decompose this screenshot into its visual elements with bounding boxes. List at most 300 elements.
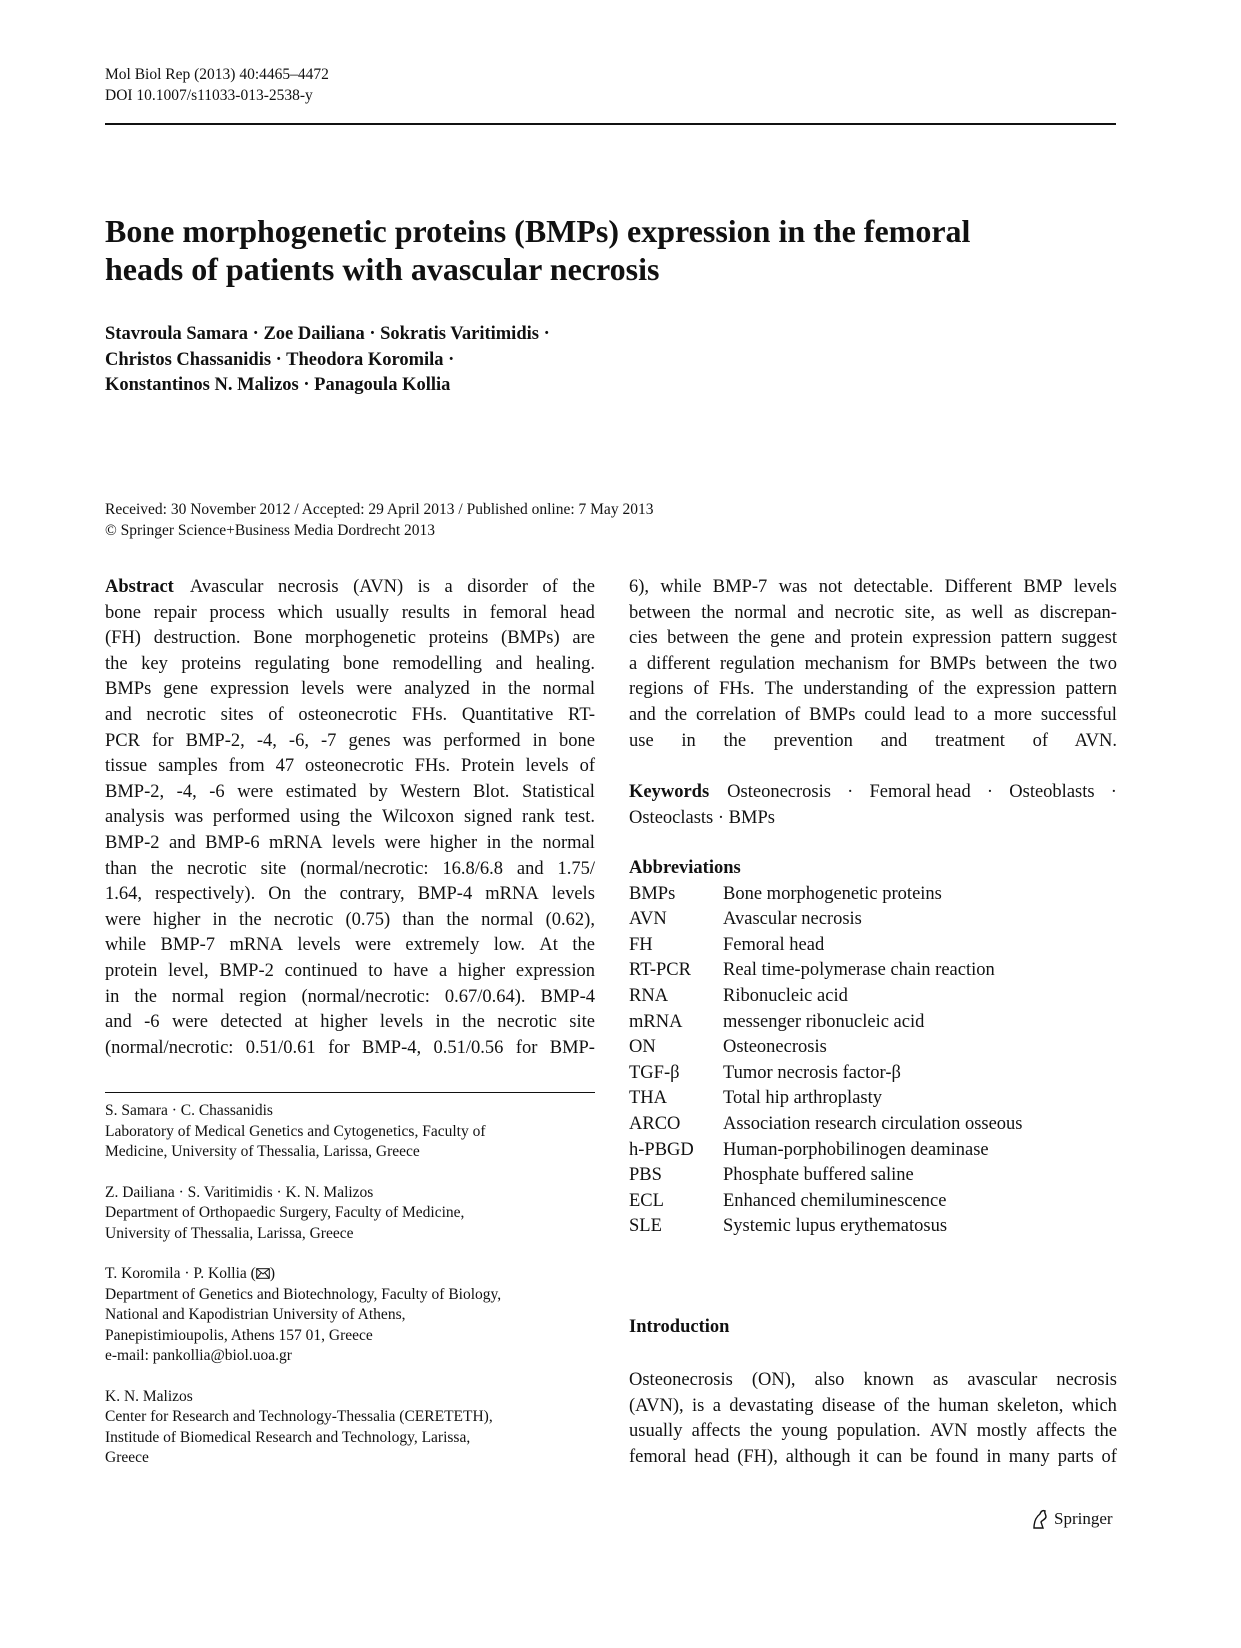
word: gene: [770, 628, 806, 649]
word: while: [105, 935, 147, 956]
word: found: [935, 1446, 979, 1467]
abbreviation: RNA: [629, 985, 669, 1006]
word: destruction.: [153, 628, 241, 649]
word: 0.51/0.56: [433, 1037, 504, 1058]
word: level,: [168, 960, 209, 981]
word: in: [212, 909, 227, 930]
word: PCR: [105, 730, 140, 751]
word: were: [354, 935, 391, 956]
word: AVN: [929, 1421, 968, 1442]
abbreviations-list: [629, 882, 1117, 1240]
abbreviation-row: [629, 882, 1117, 908]
word: expression: [210, 679, 290, 700]
affiliation-line[interactable]: e-mail: pankollia@biol.uoa.gr: [105, 1347, 292, 1364]
abbreviation-row: [629, 1214, 1117, 1240]
word: a: [629, 653, 638, 674]
word: morphogenetic: [305, 628, 416, 649]
word: respectively).: [155, 884, 256, 905]
word: the: [105, 653, 128, 674]
author-list: [105, 322, 550, 399]
word: by: [369, 781, 388, 802]
abbreviations: [629, 856, 1117, 1240]
word: Blot.: [472, 781, 510, 802]
word: are: [572, 628, 595, 649]
word: -6: [209, 781, 225, 802]
abbreviation-row: [629, 958, 1117, 984]
word: was: [402, 730, 432, 751]
word: samples: [158, 756, 218, 777]
word: using: [299, 807, 340, 828]
word: disorder: [467, 577, 528, 597]
word: (ON),: [751, 1370, 796, 1390]
word: RT-: [567, 704, 595, 725]
abbreviation-definition: Systemic lupus erythematosus: [723, 1216, 948, 1237]
affiliation-block: [105, 1264, 595, 1367]
abstract-continuation: [629, 575, 1117, 754]
word: necrotic: [187, 858, 247, 879]
word: the: [907, 1395, 931, 1416]
abbreviation-definition: Bone morphogenetic proteins: [723, 883, 942, 904]
word: not: [818, 577, 843, 597]
keywords: [629, 780, 1117, 831]
word: 6),: [629, 577, 650, 597]
word: skeleton,: [997, 1395, 1064, 1416]
word: FHs.: [414, 756, 451, 777]
keywords-list: [727, 780, 1117, 806]
abstract-line: use in the prevention and treatment of AVN.: [629, 730, 1117, 751]
word: avascular: [967, 1370, 1038, 1390]
word: BMP-2: [105, 832, 160, 853]
word: -6,: [288, 730, 309, 751]
abbreviation-definition: Association research circulation osseous: [723, 1113, 1023, 1134]
word: correlation: [695, 704, 777, 725]
word: 47: [275, 756, 295, 777]
abbreviation-row: [629, 1138, 1117, 1164]
word: BMP: [1023, 577, 1063, 597]
word: the: [664, 704, 688, 725]
abbreviation-definition: Femoral head: [723, 934, 825, 955]
envelope-icon[interactable]: [256, 1268, 270, 1279]
word: BMP-6: [205, 832, 260, 853]
word: disease: [821, 1395, 876, 1416]
word: to: [953, 704, 969, 725]
abstract-line: [629, 601, 1117, 627]
word: and: [629, 704, 656, 725]
abbreviation-definition: Tumor necrosis factor-β: [723, 1062, 901, 1083]
title-line: heads of patients with avascular necrosis: [105, 251, 660, 287]
word: 0.51/0.61: [245, 1037, 316, 1058]
word: (BMPs): [501, 628, 560, 649]
word: expression: [912, 628, 992, 649]
word: also: [814, 1370, 845, 1390]
word: (FH): [105, 628, 141, 649]
publisher-logo: [1030, 1508, 1113, 1530]
word: (normal/necrotic:: [105, 1037, 234, 1058]
word: well: [971, 602, 1004, 623]
word: signed: [463, 807, 513, 828]
abstract-first-line-text: [190, 575, 595, 601]
word: necrotic: [273, 909, 334, 930]
introduction-body: [629, 1368, 1117, 1470]
abstract-line: [105, 882, 595, 908]
word: extremely: [405, 935, 480, 956]
word: devastating: [729, 1395, 814, 1416]
authors-line[interactable]: Konstantinos N. Malizos · Panagoula Kollia: [105, 375, 451, 395]
keywords-line: [629, 780, 1117, 806]
abbreviation: mRNA: [629, 1011, 683, 1032]
word: region: [239, 986, 287, 1007]
word: and: [105, 1012, 132, 1033]
abbreviation-definition: Real time-polymerase chain reaction: [723, 960, 995, 981]
word: from: [228, 756, 265, 777]
abbreviation-definition: Total hip arthroplasty: [723, 1088, 883, 1109]
article-title: [105, 212, 1065, 288]
affiliation-names: S. Samara · C. Chassanidis: [105, 1102, 273, 1119]
word: contrary,: [339, 884, 405, 905]
word: 0.67/0.64).: [444, 986, 526, 1007]
word: was: [174, 807, 204, 828]
word: head: [694, 1446, 730, 1467]
word: the: [1094, 1421, 1117, 1442]
keyword: Femoral head: [869, 782, 971, 802]
word: protein: [850, 628, 903, 649]
abstract-line: [105, 831, 595, 857]
word: between: [667, 628, 729, 649]
word: regulating: [254, 653, 330, 674]
word: (AVN),: [629, 1395, 684, 1416]
introduction-line: [629, 1394, 1117, 1420]
word: as: [945, 602, 961, 623]
abbreviation: PBS: [629, 1165, 662, 1186]
word: results: [401, 602, 451, 623]
word: site,: [904, 602, 936, 623]
abbreviation: RT-PCR: [629, 960, 691, 981]
copyright: © Springer Science+Business Media Dordrecht 2013: [105, 521, 436, 539]
word: levels: [301, 679, 345, 700]
word: tissue: [105, 756, 148, 777]
word: Quantitative: [461, 704, 554, 725]
word: sites: [220, 704, 254, 725]
word: levels: [379, 1012, 424, 1033]
word: healing.: [535, 653, 595, 674]
word: pattern: [1000, 628, 1053, 649]
word: mRNA: [485, 884, 539, 905]
word: while: [660, 577, 702, 597]
word: bone: [559, 730, 595, 751]
word: femoral: [629, 1446, 687, 1467]
abbreviation-row: [629, 1189, 1117, 1215]
word: (FH),: [737, 1446, 778, 1467]
word: expression: [515, 960, 595, 981]
word: of: [268, 704, 284, 725]
word: different: [646, 653, 711, 674]
affiliation-line: Department of Orthopaedic Surgery, Faculty of Medicine,: [105, 1204, 465, 1221]
word: repair: [153, 602, 197, 623]
abstract-body: [105, 601, 595, 1062]
word: and: [495, 653, 523, 674]
abbreviation: FH: [629, 934, 653, 955]
word: which: [277, 602, 323, 623]
word: have: [393, 960, 429, 981]
word: osteonecrotic: [298, 704, 397, 725]
word: for: [515, 1037, 538, 1058]
word: a: [444, 577, 453, 597]
word: BMP-2: [219, 960, 274, 981]
word: normal: [734, 602, 787, 623]
word: Avascular: [189, 577, 264, 597]
word: is: [417, 577, 431, 597]
word: Osteonecrosis: [629, 1370, 733, 1390]
word: it: [858, 1446, 869, 1467]
word: understanding: [803, 679, 909, 700]
word: and: [797, 602, 825, 623]
word: (normal/necrotic:: [301, 986, 430, 1007]
header-rule: [105, 123, 1116, 125]
affiliation-block: [105, 1101, 595, 1163]
affiliations: [105, 1101, 595, 1489]
word: FHs.: [719, 679, 755, 700]
word: -7: [321, 730, 337, 751]
word: which: [1071, 1395, 1117, 1416]
abstract-line: [105, 652, 595, 678]
word: bone: [105, 602, 141, 623]
word: normal: [542, 679, 595, 700]
word: levels: [331, 832, 376, 853]
authors-line[interactable]: Christos Chassanidis · Theodora Koromila ·: [105, 349, 455, 370]
word: estimated: [285, 781, 357, 802]
abbreviation-row: [629, 1010, 1117, 1036]
word: 16.8/6.8: [442, 858, 504, 879]
word: the: [303, 884, 327, 905]
word: BMP-4,: [362, 1037, 422, 1058]
abbreviation-definition: messenger ribonucleic acid: [723, 1011, 925, 1032]
word: could: [864, 704, 906, 725]
word: population.: [836, 1421, 921, 1442]
abstract-line: [629, 575, 1117, 601]
abbreviation: ON: [629, 1037, 656, 1058]
abbreviation-row: [629, 1112, 1117, 1138]
abstract-line: [629, 677, 1117, 703]
word: -4,: [256, 730, 277, 751]
title-line: Bone morphogenetic proteins (BMPs) expression in the femoral: [105, 213, 971, 249]
word: 1.64,: [105, 884, 142, 905]
word: Bone: [253, 628, 293, 649]
doi[interactable]: DOI 10.1007/s11033-013-2538-y: [105, 87, 313, 104]
affiliation-line: Medicine, University of Thessalia, Larissa, Greece: [105, 1143, 420, 1160]
abstract-first-line: [105, 575, 595, 601]
word: usually: [629, 1421, 683, 1442]
abstract-line: [105, 857, 595, 883]
word: was: [778, 577, 808, 597]
word: test.: [564, 807, 595, 828]
word: the: [738, 628, 761, 649]
word: of: [784, 704, 801, 725]
word: (AVN): [353, 577, 404, 597]
abbreviation-row: [629, 984, 1117, 1010]
abbreviation-definition: Enhanced chemiluminescence: [723, 1190, 947, 1211]
word: BMP-2,: [105, 781, 165, 802]
word: head: [560, 602, 595, 623]
introduction-heading: Introduction: [629, 1317, 730, 1337]
affiliation-line: National and Kapodistrian University of Athens,: [105, 1306, 406, 1323]
affiliation-names: T. Koromila · P. Kollia ( ): [105, 1265, 275, 1282]
word: although: [785, 1446, 851, 1467]
word: BMP-7: [160, 935, 216, 956]
word: proteins: [181, 653, 242, 674]
word: levels: [525, 756, 569, 777]
word: the: [446, 909, 469, 930]
word: were: [105, 909, 141, 930]
word: in: [462, 602, 478, 623]
word: of: [883, 1395, 900, 1416]
word: human: [938, 1395, 989, 1416]
abbreviation-row: [629, 1163, 1117, 1189]
word: levels: [1073, 577, 1117, 597]
affiliation-line: Panepistimioupolis, Athens 157 01, Greece: [105, 1326, 373, 1344]
keyword: Osteoblasts: [1009, 782, 1095, 802]
word: in: [986, 1446, 1001, 1467]
abbreviation: AVN: [629, 909, 667, 930]
word: more: [994, 704, 1033, 725]
keywords-line-2: Osteoclasts · BMPs: [629, 807, 775, 828]
word: than: [402, 909, 435, 930]
word: necrosis: [1056, 1370, 1117, 1390]
authors-line[interactable]: Stavroula Samara · Zoe Dailiana · Sokratis Varitimidis ·: [105, 324, 550, 344]
word: (normal/necrotic:: [300, 858, 429, 879]
affiliation-names: Z. Dailiana · S. Varitimidis · K. N. Malizos: [105, 1183, 374, 1201]
word: (0.75): [345, 909, 391, 930]
abbreviation-row: [629, 933, 1117, 959]
word: rank: [522, 807, 555, 828]
journal-header: [105, 64, 329, 106]
word: discrepan-: [1039, 602, 1117, 623]
springer-horse-icon: [1030, 1508, 1050, 1530]
abbreviation-definition: Osteonecrosis: [723, 1037, 827, 1058]
word: between: [629, 602, 691, 623]
keyword: Osteonecrosis: [727, 782, 831, 802]
word: is: [692, 1395, 705, 1416]
word: affects: [691, 1421, 741, 1442]
abstract-line: [105, 959, 595, 985]
word: BMP-7: [712, 577, 768, 597]
word: parts: [1057, 1446, 1094, 1467]
word: site: [260, 858, 287, 879]
word: and: [105, 704, 132, 725]
word: the: [134, 986, 157, 1007]
word: higher: [153, 909, 201, 930]
word: BMP-4: [417, 884, 473, 905]
word: were: [356, 679, 393, 700]
word: known: [863, 1370, 914, 1390]
abstract-line: [105, 933, 595, 959]
affiliation-line: Laboratory of Medical Genetics and Cytogenetics, Faculty of: [105, 1122, 486, 1140]
abstract-line: [105, 908, 595, 934]
word: and: [516, 858, 544, 879]
word: (0.62),: [545, 909, 595, 930]
word: osteonecrotic: [305, 756, 404, 777]
abstract-line: [105, 729, 595, 755]
word: regulation: [719, 653, 795, 674]
word: BMPs: [105, 679, 152, 700]
keywords-label: Keywords: [629, 782, 710, 802]
word: young: [781, 1421, 828, 1442]
word: cies: [629, 628, 658, 649]
word: detectable.: [853, 577, 934, 597]
word: were: [237, 781, 274, 802]
word: process: [209, 602, 265, 623]
word: lead: [914, 704, 945, 725]
keyword: ·: [1110, 782, 1117, 802]
word: the: [150, 858, 174, 879]
word: regions: [629, 679, 684, 700]
word: expression: [976, 679, 1056, 700]
word: proteins: [428, 628, 489, 649]
word: higher: [320, 1012, 368, 1033]
word: of: [918, 679, 934, 700]
word: low.: [493, 935, 525, 956]
word: many: [1008, 1446, 1050, 1467]
introduction-line: [629, 1419, 1117, 1445]
word: to: [368, 960, 383, 981]
word: in: [105, 986, 120, 1007]
word: the: [1056, 653, 1080, 674]
word: in: [435, 1012, 450, 1033]
abstract-line: [105, 985, 595, 1011]
word: -6: [144, 1012, 160, 1033]
word: the: [572, 577, 595, 597]
word: the: [701, 602, 724, 623]
word: of: [542, 577, 558, 597]
word: analysis: [105, 807, 165, 828]
word: performed: [443, 730, 521, 751]
word: a: [712, 1395, 721, 1416]
word: of: [1101, 1446, 1117, 1467]
word: BMP-2,: [185, 730, 245, 751]
word: mechanism: [804, 653, 889, 674]
word: in: [486, 832, 501, 853]
journal-citation: Mol Biol Rep (2013) 40:4465–4472: [105, 66, 329, 83]
word: Western: [400, 781, 461, 802]
affiliation-names: K. N. Malizos: [105, 1387, 193, 1405]
abstract-label: Abstract: [105, 577, 174, 597]
abstract-line: [629, 652, 1117, 678]
word: the: [508, 679, 531, 700]
word: two: [1089, 653, 1117, 674]
word: between: [985, 653, 1048, 674]
publisher-name: Springer: [1054, 1509, 1113, 1528]
abstract-line: [105, 626, 595, 652]
abstract: [105, 575, 595, 1061]
affiliation-line: Institude of Biomedical Research and Technology, Larissa,: [105, 1428, 471, 1446]
word: normal: [171, 986, 225, 1007]
word: BMPs: [929, 653, 976, 674]
word: normal: [481, 909, 534, 930]
word: and: [168, 832, 196, 853]
word: in: [532, 730, 547, 751]
word: site: [569, 1012, 595, 1033]
abstract-line: [629, 626, 1117, 652]
word: mRNA: [269, 832, 323, 853]
abstract-line: [105, 754, 595, 780]
word: -4,: [176, 781, 197, 802]
word: Protein: [461, 756, 515, 777]
word: At: [539, 935, 558, 956]
affiliation-block: [105, 1183, 595, 1245]
abbreviation-row: [629, 1086, 1117, 1112]
word: Statistical: [521, 781, 595, 802]
abbreviation: ARCO: [629, 1113, 681, 1134]
word: affects: [1036, 1421, 1086, 1442]
